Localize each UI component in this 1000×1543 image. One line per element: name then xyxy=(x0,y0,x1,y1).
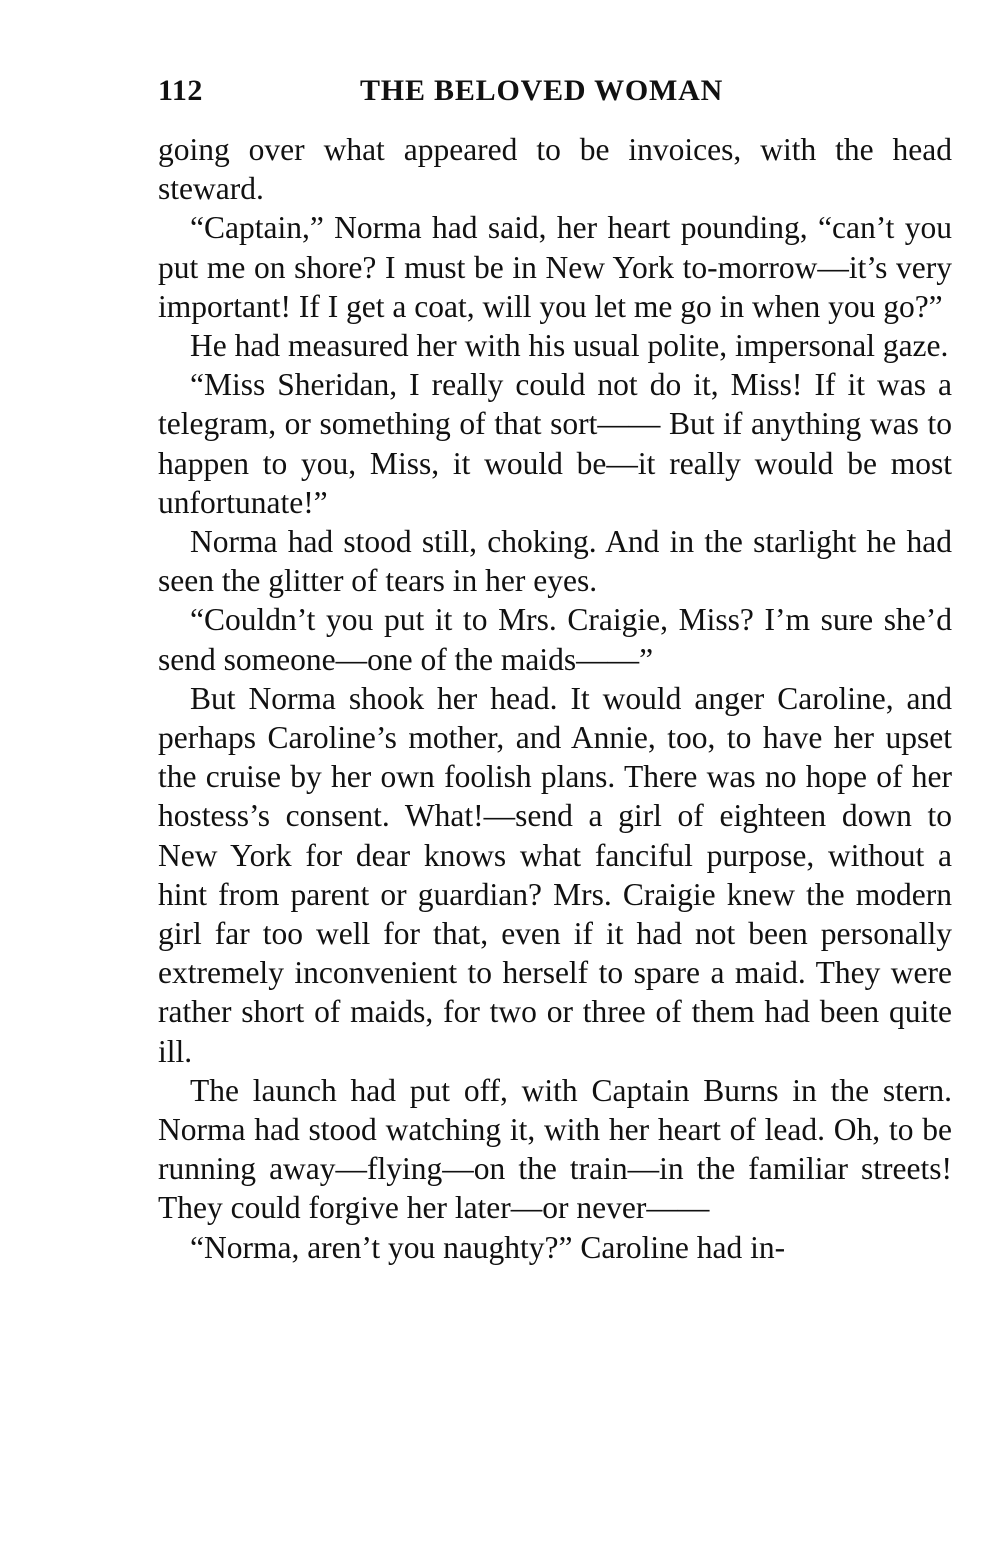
paragraph-continuation: going over what appeared to be invoices, with the head steward. xyxy=(158,132,952,207)
paragraph: Norma had stood still, choking. And in the starlight he had seen the glitter of tears in her eyes. xyxy=(158,524,952,599)
paragraph: The launch had put off, with Captain Burns in the stern. Norma had stood watching it, with her heart of lead. Oh, to be running away—flying—on the train—in the familiar streets! They could forgive her later—or never—— xyxy=(158,1072,952,1226)
paragraph: “Miss Sheridan, I really could not do it, Miss! If it was a telegram, or something of that sort—— But if anything was to happen to you, Miss, it would be—it really would be most unfortunate!” xyxy=(158,367,952,520)
paragraph: He had measured her with his usual polite, impersonal gaze. xyxy=(190,328,949,364)
paragraph: “Couldn’t you put it to Mrs. Craigie, Miss? I’m sure she’d send someone—one of the maids——” xyxy=(158,602,952,677)
paragraph: “Captain,” Norma had said, her heart pounding, “can’t you put me on shore? I must be in New York to-morrow—it’s very important! If I get a coat, will you let me go in when you go?” xyxy=(158,210,952,324)
paragraph: But Norma shook her head. It would anger Caroline, and perhaps Caroline’s mother, and Annie, too, to have her upset the cruise by her own foolish plans. There was no hope of her hostess’s consent. What!—send a girl of eighteen down to New York for dear knows what fanciful purpose, without a hint from parent or guardian? Mrs. Craigie knew the modern girl far too well for that, even if it had not been personally extremely inconvenient to herself to spare a maid. They were rather short of maids, for two or three of them had been quite ill. xyxy=(158,680,952,1069)
running-head xyxy=(158,74,952,116)
page-number: 112 xyxy=(158,74,203,107)
running-title: THE BELOVED WOMAN xyxy=(360,74,724,107)
body-text xyxy=(158,130,952,1267)
paragraph: “Norma, aren’t you naughty?” Caroline had in- xyxy=(190,1229,786,1265)
